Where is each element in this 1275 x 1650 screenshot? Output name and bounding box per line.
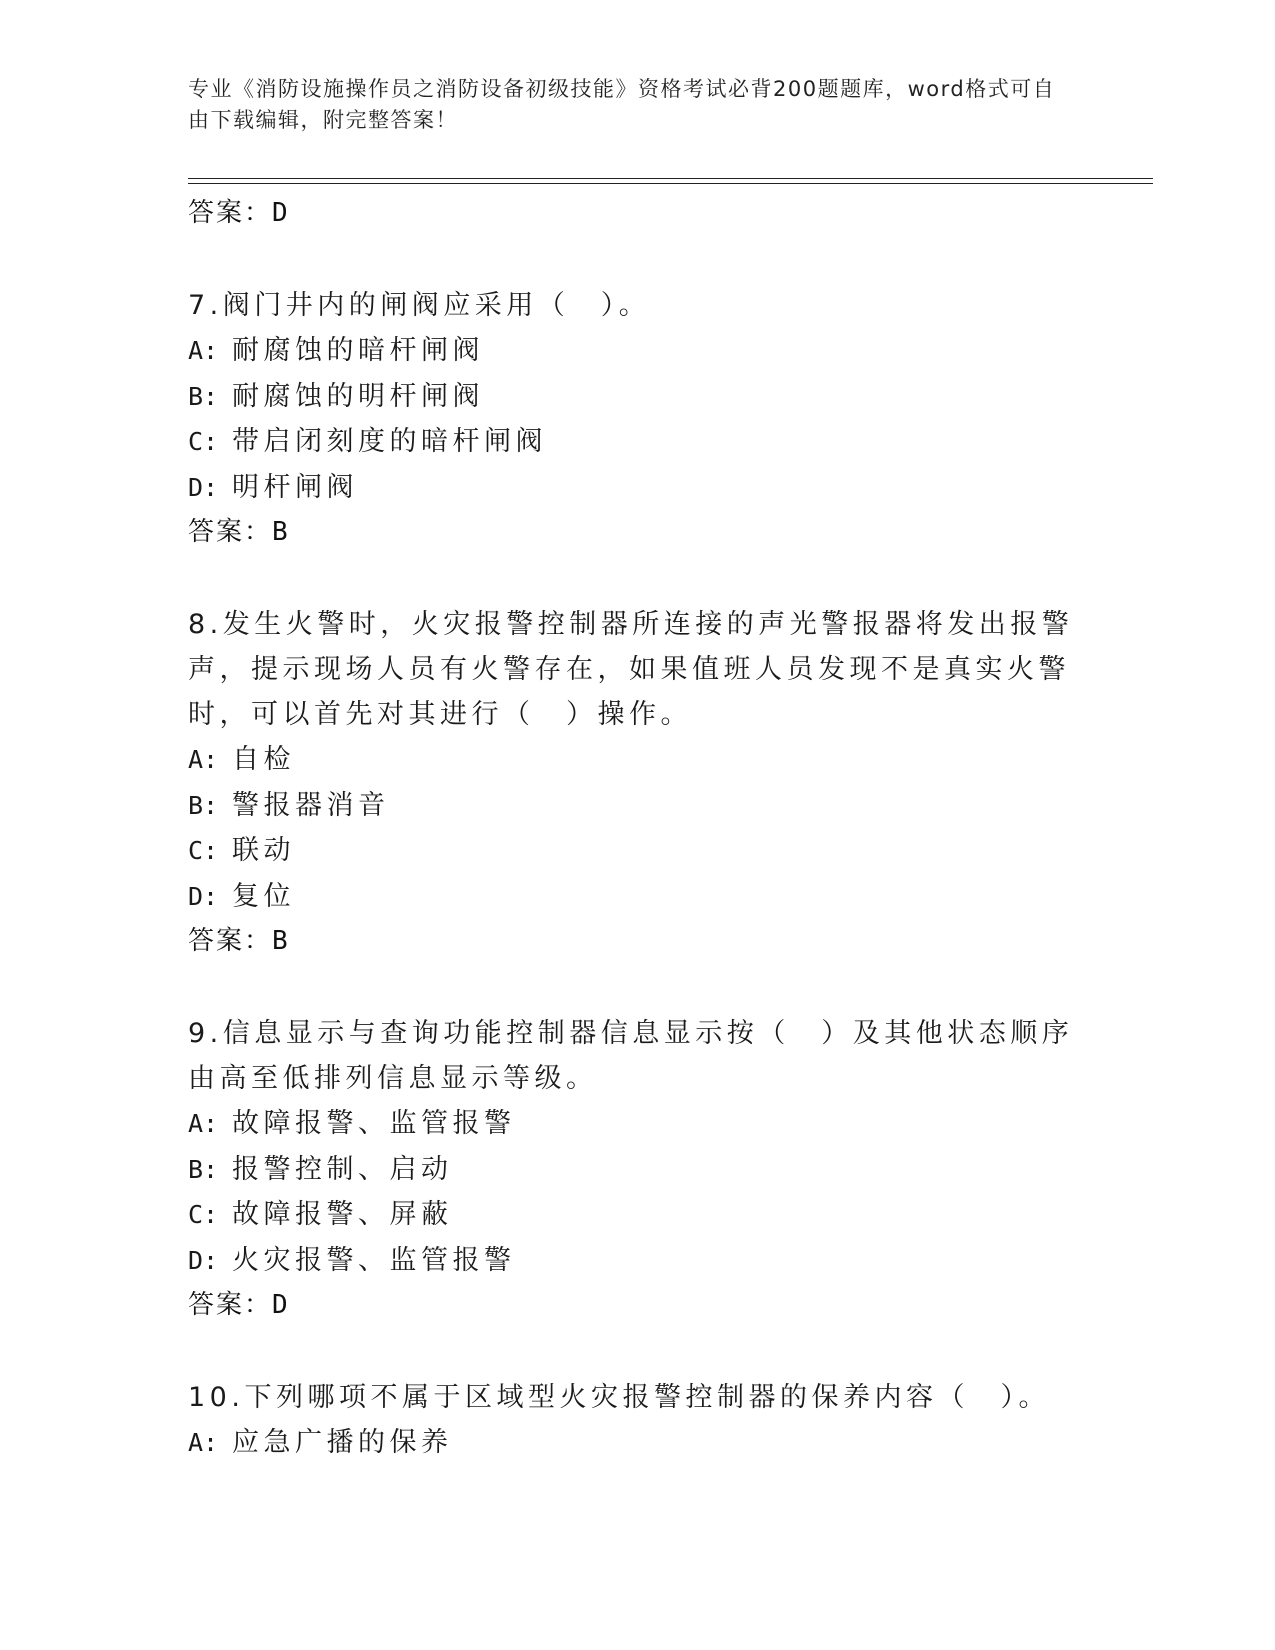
option-a (188, 328, 1088, 374)
header-divider-top (188, 178, 1153, 179)
option-d (188, 1238, 1088, 1284)
question-8 (188, 602, 1088, 963)
option-text: 警报器消音 (232, 789, 390, 821)
option-letter: A: (188, 1109, 219, 1138)
option-letter: B: (188, 790, 219, 820)
option-b (188, 783, 1088, 829)
question-7 (188, 283, 1088, 554)
question-stem: 8.发生火警时，火灾报警控制器所连接的声光警报器将发出报警声，提示现场人员有火警存在，如果值班人员发现不是真实火警时，可以首先对其进行（ ）操作。 (188, 609, 1074, 730)
option-letter: D: (188, 881, 219, 911)
option-letter: A: (188, 745, 219, 774)
option-text: 故障报警、监管报警 (232, 1108, 516, 1139)
answer-line (188, 510, 1088, 554)
answer-line (188, 919, 1088, 963)
option-a (188, 1420, 1088, 1466)
document-header: 专业《消防设施操作员之消防设备初级技能》资格考试必背200题题库，word格式可自由下载编辑，附完整答案！ (188, 77, 1056, 132)
answer-label: 答案： (188, 926, 273, 956)
option-letter: D: (188, 472, 219, 502)
option-b (188, 374, 1088, 420)
answer-value: B (272, 926, 290, 956)
option-d (188, 874, 1088, 920)
answer-line (188, 191, 1088, 235)
option-c (188, 1192, 1088, 1238)
option-text: 明杆闸阀 (232, 471, 358, 503)
option-text: 火灾报警、监管报警 (232, 1244, 516, 1276)
option-b (188, 1147, 1088, 1193)
option-text: 带启闭刻度的暗杆闸阀 (232, 426, 547, 457)
option-letter: B: (188, 1154, 219, 1184)
answer-line (188, 1283, 1088, 1327)
header-divider-bottom (188, 183, 1153, 184)
option-c (188, 419, 1088, 465)
answer-label: 答案： (188, 517, 273, 547)
question-list (188, 191, 1088, 1466)
option-text: 应急广播的保养 (232, 1427, 453, 1458)
option-text: 故障报警、屏蔽 (232, 1199, 453, 1230)
option-letter: C: (188, 836, 219, 865)
answer-label: 答案： (188, 1290, 273, 1320)
option-text: 复位 (232, 880, 295, 912)
option-a (188, 1101, 1088, 1147)
option-letter: A: (188, 336, 219, 365)
option-letter: C: (188, 1200, 219, 1229)
question-10 (188, 1375, 1088, 1466)
question-9 (188, 1011, 1088, 1327)
option-text: 报警控制、启动 (232, 1153, 453, 1185)
option-a (188, 737, 1088, 783)
option-letter: B: (188, 381, 219, 411)
answer-value: D (272, 198, 290, 228)
question-stem: 7.阀门井内的闸阀应采用（ ）。 (188, 290, 651, 321)
answer-value: B (272, 517, 290, 547)
question-stem: 10.下列哪项不属于区域型火灾报警控制器的保养内容（ ）。 (188, 1382, 1050, 1413)
option-text: 联动 (232, 835, 295, 866)
question-stem: 9.信息显示与查询功能控制器信息显示按（ ）及其他状态顺序由高至低排列信息显示等级。 (188, 1018, 1074, 1094)
option-d (188, 465, 1088, 511)
option-text: 耐腐蚀的明杆闸阀 (232, 380, 484, 412)
option-text: 耐腐蚀的暗杆闸阀 (232, 335, 484, 366)
option-text: 自检 (232, 744, 295, 775)
answer-value: D (272, 1290, 290, 1320)
option-letter: A: (188, 1428, 219, 1457)
option-letter: D: (188, 1245, 219, 1275)
option-letter: C: (188, 427, 219, 456)
option-c (188, 828, 1088, 874)
answer-label: 答案： (188, 198, 273, 228)
